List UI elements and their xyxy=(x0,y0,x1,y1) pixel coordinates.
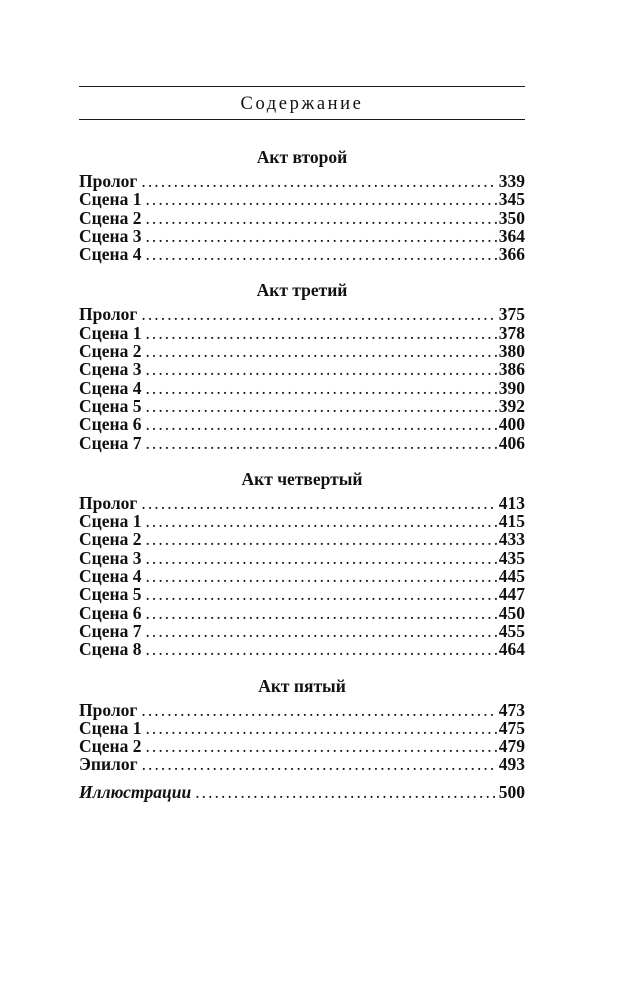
dot-leader xyxy=(145,585,496,603)
entry-page-number: 406 xyxy=(498,432,525,453)
table-of-contents-page xyxy=(79,86,525,801)
toc-entry[interactable] xyxy=(79,549,525,567)
entry-label: Иллюстрации xyxy=(79,781,192,802)
entry-label: Сцена 1 xyxy=(79,717,142,738)
entry-label: Сцена 6 xyxy=(79,602,142,623)
toc-entry[interactable] xyxy=(79,512,525,530)
act-title: Акт пятый xyxy=(258,675,346,696)
dot-leader xyxy=(145,622,496,640)
toc-entry[interactable] xyxy=(79,567,525,585)
entry-label: Сцена 1 xyxy=(79,322,142,343)
toc-entries xyxy=(79,494,525,659)
dot-leader xyxy=(145,737,496,755)
act-title: Акт третий xyxy=(256,280,348,301)
toc-entries xyxy=(79,305,525,451)
toc-entry[interactable] xyxy=(79,701,525,719)
dot-leader xyxy=(145,719,496,737)
entry-label: Пролог xyxy=(79,304,138,325)
dot-leader xyxy=(145,604,496,622)
dot-leader xyxy=(141,172,496,190)
dot-leader xyxy=(145,324,496,342)
entry-label: Сцена 4 xyxy=(79,244,142,265)
entry-label: Сцена 7 xyxy=(79,432,142,453)
entry-page-number: 415 xyxy=(498,511,525,532)
dot-leader xyxy=(145,549,496,567)
bottom-rule xyxy=(79,119,525,120)
dot-leader xyxy=(145,567,496,585)
dot-leader xyxy=(195,783,497,801)
entry-label: Сцена 3 xyxy=(79,359,142,380)
toc-entry[interactable] xyxy=(79,604,525,622)
entry-label: Сцена 5 xyxy=(79,395,142,416)
entry-page-number: 479 xyxy=(498,736,525,757)
toc-entry[interactable] xyxy=(79,190,525,208)
toc-entry[interactable] xyxy=(79,342,525,360)
dot-leader xyxy=(145,342,496,360)
toc-entry[interactable] xyxy=(79,640,525,658)
entry-label: Сцена 8 xyxy=(79,639,142,660)
toc-entry[interactable] xyxy=(79,305,525,323)
entry-page-number: 450 xyxy=(498,602,525,623)
entry-page-number: 345 xyxy=(498,189,525,210)
dot-leader xyxy=(145,397,496,415)
toc-entry[interactable] xyxy=(79,415,525,433)
toc-entry[interactable] xyxy=(79,737,525,755)
toc-entry[interactable] xyxy=(79,360,525,378)
entry-page-number: 447 xyxy=(498,584,525,605)
entry-label: Сцена 7 xyxy=(79,620,142,641)
entry-label: Сцена 1 xyxy=(79,511,142,532)
entry-page-number: 386 xyxy=(498,359,525,380)
entry-page-number: 435 xyxy=(498,547,525,568)
entry-label: Сцена 2 xyxy=(79,341,142,362)
act-section-fifth xyxy=(79,676,525,774)
toc-entry[interactable] xyxy=(79,245,525,263)
entry-page-number: 475 xyxy=(498,717,525,738)
entry-label: Сцена 2 xyxy=(79,529,142,550)
dot-leader xyxy=(141,701,496,719)
entry-label: Пролог xyxy=(79,699,138,720)
entry-label: Сцена 6 xyxy=(79,414,142,435)
entry-label: Сцена 2 xyxy=(79,736,142,757)
dot-leader xyxy=(145,512,496,530)
toc-entries xyxy=(79,701,525,774)
toc-entry[interactable] xyxy=(79,494,525,512)
entry-page-number: 400 xyxy=(498,414,525,435)
entry-page-number: 433 xyxy=(498,529,525,550)
dot-leader xyxy=(145,209,496,227)
entry-page-number: 339 xyxy=(498,171,525,191)
toc-entry[interactable] xyxy=(79,172,525,190)
entry-page-number: 413 xyxy=(498,492,525,513)
dot-leader xyxy=(145,530,496,548)
entry-page-number: 392 xyxy=(498,395,525,416)
toc-entries xyxy=(79,172,525,263)
entry-label: Сцена 2 xyxy=(79,207,142,228)
toc-entry[interactable] xyxy=(79,434,525,452)
dot-leader xyxy=(142,755,497,773)
entry-page-number: 464 xyxy=(498,639,525,660)
entry-page-number: 375 xyxy=(498,304,525,325)
entry-page-number: 380 xyxy=(498,341,525,362)
entry-page-number: 364 xyxy=(498,225,525,246)
entry-page-number: 473 xyxy=(498,699,525,720)
act-section-second xyxy=(79,147,525,263)
entry-page-number: 366 xyxy=(498,244,525,265)
entry-label: Эпилог xyxy=(79,754,138,775)
dot-leader xyxy=(145,640,496,658)
entry-label: Сцена 5 xyxy=(79,584,142,605)
act-section-fourth xyxy=(79,469,525,659)
dot-leader xyxy=(145,379,496,397)
entry-page-number: 350 xyxy=(498,207,525,228)
toc-entry[interactable] xyxy=(79,719,525,737)
entry-page-number: 500 xyxy=(498,781,525,802)
toc-entry-illustrations[interactable] xyxy=(79,783,525,801)
toc-entry[interactable] xyxy=(79,622,525,640)
entry-label: Сцена 1 xyxy=(79,189,142,210)
toc-entry[interactable] xyxy=(79,227,525,245)
dot-leader xyxy=(145,227,496,245)
toc-entry[interactable] xyxy=(79,379,525,397)
entry-label: Сцена 4 xyxy=(79,566,142,587)
dot-leader xyxy=(145,415,496,433)
dot-leader xyxy=(145,190,496,208)
illustrations-section xyxy=(79,783,525,801)
act-section-third xyxy=(79,280,525,451)
entry-label: Сцена 3 xyxy=(79,225,142,246)
toc-entry[interactable] xyxy=(79,397,525,415)
dot-leader xyxy=(145,360,496,378)
entry-label: Пролог xyxy=(79,492,138,513)
entry-label: Сцена 3 xyxy=(79,547,142,568)
toc-entry[interactable] xyxy=(79,585,525,603)
entry-label: Сцена 4 xyxy=(79,377,142,398)
entry-page-number: 455 xyxy=(498,620,525,641)
entry-page-number: 493 xyxy=(498,754,525,775)
dot-leader xyxy=(145,434,496,452)
entry-page-number: 445 xyxy=(498,566,525,587)
toc-entry[interactable] xyxy=(79,324,525,342)
dot-leader xyxy=(145,245,496,263)
toc-entry[interactable] xyxy=(79,209,525,227)
entry-label: Пролог xyxy=(79,171,138,191)
dot-leader xyxy=(141,494,496,512)
entry-page-number: 378 xyxy=(498,322,525,343)
act-title: Акт второй xyxy=(256,147,348,167)
dot-leader xyxy=(141,305,496,323)
contents-title: Содержание xyxy=(240,94,364,114)
entry-page-number: 390 xyxy=(498,377,525,398)
toc-entry[interactable] xyxy=(79,755,525,773)
toc-entry[interactable] xyxy=(79,530,525,548)
act-title: Акт четвертый xyxy=(241,468,363,489)
